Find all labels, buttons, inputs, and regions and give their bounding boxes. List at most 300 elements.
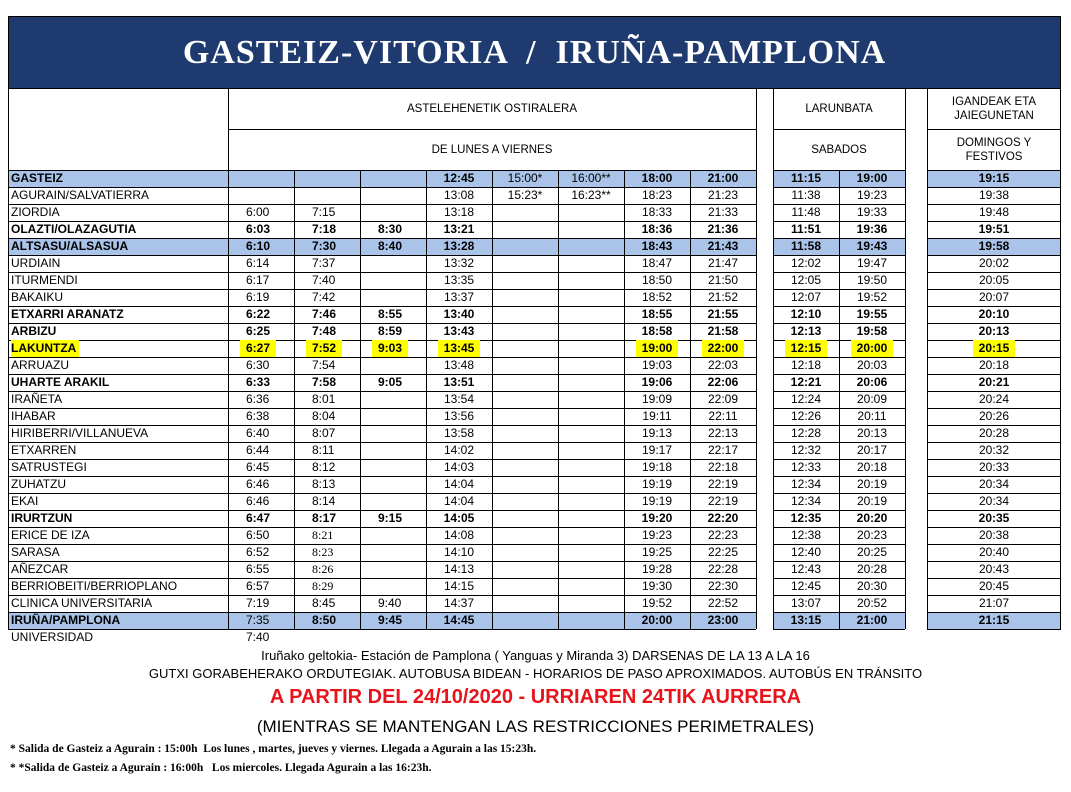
time-value: 18:58 <box>641 324 673 338</box>
stop-name: AGURAIN/SALVATIERRA <box>11 188 150 202</box>
time-cell <box>426 204 492 221</box>
time-cell <box>624 510 690 527</box>
stop-name: EKAI <box>11 494 39 508</box>
time-cell <box>690 408 756 425</box>
time-cell <box>624 408 690 425</box>
time-cell <box>228 442 294 459</box>
time-value: 19:25 <box>641 545 673 559</box>
time-value: 7:42 <box>312 290 336 304</box>
time-value: 12:45 <box>443 171 475 185</box>
time-value: 19:11 <box>642 409 672 423</box>
time-cell <box>294 374 360 391</box>
time-value: 8:14 <box>312 494 336 508</box>
time-cell <box>294 238 360 255</box>
stop-name: ZUHATZU <box>11 477 67 491</box>
time-cell <box>839 527 905 544</box>
time-value: 22:28 <box>707 562 739 576</box>
time-value: 6:57 <box>246 579 270 593</box>
time-cell <box>927 323 1061 340</box>
time-value: 14:04 <box>443 477 475 491</box>
time-cell <box>426 476 492 493</box>
time-cell <box>773 459 839 476</box>
header-weekday-es-label: DE LUNES A VIERNES <box>431 143 553 156</box>
time-cell <box>927 459 1061 476</box>
time-value: 18:50 <box>641 273 673 287</box>
time-value: 14:02 <box>443 443 475 457</box>
time-value: 22:30 <box>707 579 739 593</box>
time-value: 22:18 <box>707 460 739 474</box>
time-value: 18:55 <box>641 307 673 321</box>
time-value: 6:27 <box>240 340 276 357</box>
time-value: 12:33 <box>790 460 822 474</box>
time-cell <box>426 459 492 476</box>
time-cell <box>690 527 756 544</box>
time-cell <box>690 238 756 255</box>
time-value: 20:28 <box>978 426 1010 440</box>
time-value: 6:14 <box>246 256 270 270</box>
time-value: 22:19 <box>707 494 739 508</box>
time-value: 13:51 <box>443 375 475 389</box>
time-cell <box>426 238 492 255</box>
time-value: 20:11 <box>857 409 887 423</box>
time-cell <box>624 442 690 459</box>
time-value: 20:30 <box>856 579 888 593</box>
header-holiday-eu-label: IGANDEAK ETA JAIEGUNETAN <box>951 96 1037 122</box>
time-cell <box>927 595 1061 612</box>
time-cell <box>839 561 905 578</box>
time-value: 20:07 <box>978 290 1010 304</box>
time-cell <box>839 578 905 595</box>
time-cell <box>927 357 1061 374</box>
time-value: 12:10 <box>790 307 822 321</box>
time-value: 6:10 <box>246 239 271 253</box>
time-value: 21:58 <box>707 324 739 338</box>
time-cell <box>228 629 294 646</box>
time-cell <box>426 408 492 425</box>
time-value: 8:04 <box>312 409 336 423</box>
time-value: 8:29 <box>312 579 334 593</box>
time-cell <box>927 374 1061 391</box>
time-cell <box>927 170 1061 187</box>
time-value: 7:35 <box>246 613 270 627</box>
time-cell <box>294 595 360 612</box>
time-cell <box>839 425 905 442</box>
time-value: 13:37 <box>443 290 475 304</box>
time-cell <box>773 170 839 187</box>
time-cell <box>690 544 756 561</box>
valid-from-date: A PARTIR DEL 24/10/2020 - URRIAREN 24TIK AURRERA <box>269 686 802 708</box>
time-cell <box>839 459 905 476</box>
time-value: 12:26 <box>790 409 822 423</box>
time-cell <box>228 272 294 289</box>
time-value: 13:48 <box>443 358 475 372</box>
time-cell <box>426 527 492 544</box>
time-value: 20:05 <box>978 273 1010 287</box>
time-cell <box>690 374 756 391</box>
time-value: 13:28 <box>443 239 475 253</box>
time-value: 8:11 <box>312 443 335 457</box>
time-value: 7:30 <box>312 239 337 253</box>
time-cell <box>690 425 756 442</box>
time-value: 18:36 <box>641 222 673 236</box>
time-value: 19:03 <box>641 358 673 372</box>
time-cell <box>228 544 294 561</box>
time-cell <box>426 561 492 578</box>
time-value: 19:43 <box>856 239 888 253</box>
time-cell <box>360 221 426 238</box>
time-cell <box>228 221 294 238</box>
time-value: 18:43 <box>641 239 673 253</box>
time-value: 14:05 <box>443 511 475 525</box>
time-cell <box>228 595 294 612</box>
time-cell <box>558 187 624 204</box>
time-value: 9:15 <box>378 511 403 525</box>
time-value: 13:15 <box>790 613 822 627</box>
stop-name: ERICE DE IZA <box>11 528 90 542</box>
time-value: 20:03 <box>856 358 888 372</box>
time-value: 19:17 <box>641 443 673 457</box>
time-value: 19:48 <box>978 205 1010 219</box>
time-value: 20:17 <box>856 443 888 457</box>
time-value: 6:50 <box>246 528 270 542</box>
time-cell <box>624 595 690 612</box>
time-value: 14:45 <box>443 613 475 627</box>
time-value: 21:00 <box>707 171 739 185</box>
time-value: 20:28 <box>856 562 888 576</box>
time-value: 20:25 <box>856 545 888 559</box>
time-value: 7:18 <box>312 222 337 236</box>
stop-name: ETXARRI ARANATZ <box>11 307 124 321</box>
time-value: 14:13 <box>443 562 475 576</box>
time-value: 9:03 <box>372 340 408 357</box>
time-cell <box>492 187 558 204</box>
time-cell <box>690 459 756 476</box>
time-cell <box>426 357 492 374</box>
time-cell <box>839 170 905 187</box>
time-value: 13:21 <box>443 222 475 236</box>
time-value: 19:00 <box>856 171 888 185</box>
time-value: 12:05 <box>790 273 822 287</box>
time-cell <box>360 612 426 629</box>
time-cell <box>228 561 294 578</box>
time-cell <box>624 306 690 323</box>
time-value: 6:25 <box>246 324 271 338</box>
time-value: 19:15 <box>978 171 1010 185</box>
time-cell <box>839 255 905 272</box>
time-cell <box>228 204 294 221</box>
time-value: 11:58 <box>790 239 822 253</box>
time-cell <box>839 612 905 629</box>
stop-name: ETXARREN <box>11 443 77 457</box>
time-value: 18:00 <box>641 171 673 185</box>
time-cell <box>927 340 1061 357</box>
time-cell <box>426 170 492 187</box>
time-cell <box>839 204 905 221</box>
time-value: 19:33 <box>856 205 888 219</box>
time-cell <box>360 595 426 612</box>
time-cell <box>839 476 905 493</box>
time-cell <box>690 221 756 238</box>
time-value: 7:54 <box>312 358 336 372</box>
header-holiday-es-label: DOMINGOS Y FESTIVOS <box>956 136 1032 163</box>
time-value: 20:10 <box>978 307 1010 321</box>
time-cell <box>839 187 905 204</box>
time-cell <box>294 476 360 493</box>
time-value: 22:20 <box>707 511 739 525</box>
time-value: 22:13 <box>707 426 739 440</box>
time-value: 6:55 <box>246 562 270 576</box>
time-value: 19:47 <box>856 256 888 270</box>
time-cell <box>773 357 839 374</box>
time-value: 7:48 <box>312 324 337 338</box>
time-value: 22:17 <box>707 443 739 457</box>
time-cell <box>690 323 756 340</box>
time-value: 8:55 <box>378 307 403 321</box>
stop-name: UHARTE ARAKIL <box>11 375 110 389</box>
grid-line <box>905 89 906 629</box>
time-cell <box>228 612 294 629</box>
time-cell <box>690 595 756 612</box>
time-value: 6:46 <box>246 494 270 508</box>
time-cell <box>927 255 1061 272</box>
time-cell <box>624 527 690 544</box>
time-value: 6:52 <box>246 545 270 559</box>
time-cell <box>839 238 905 255</box>
stop-name: SARASA <box>11 545 60 559</box>
time-cell <box>773 204 839 221</box>
time-cell <box>624 340 690 357</box>
time-value: 21:07 <box>978 596 1010 610</box>
time-value: 12:40 <box>790 545 822 559</box>
time-cell <box>927 476 1061 493</box>
time-cell <box>839 374 905 391</box>
time-cell <box>426 323 492 340</box>
time-cell <box>294 272 360 289</box>
time-value: 18:23 <box>641 188 673 202</box>
stop-name: CLINICA UNIVERSITARIA <box>11 596 153 610</box>
time-cell <box>927 612 1061 629</box>
time-cell <box>624 272 690 289</box>
time-value: 20:19 <box>856 494 888 508</box>
time-value: 6:22 <box>246 307 271 321</box>
time-cell <box>839 289 905 306</box>
time-cell <box>426 425 492 442</box>
time-value: 6:36 <box>246 392 270 406</box>
time-value: 19:00 <box>636 340 679 357</box>
time-cell <box>624 578 690 595</box>
stop-name: ZIORDIA <box>11 205 60 219</box>
time-value: 12:34 <box>790 494 822 508</box>
time-value: 16:23** <box>571 188 611 202</box>
time-value: 19:30 <box>641 579 673 593</box>
time-value: 6:03 <box>246 222 271 236</box>
time-cell <box>927 527 1061 544</box>
time-cell <box>927 272 1061 289</box>
time-value: 20:00 <box>641 613 673 627</box>
time-value: 21:00 <box>856 613 888 627</box>
time-cell <box>624 425 690 442</box>
time-value: 12:32 <box>790 443 822 457</box>
time-cell <box>927 544 1061 561</box>
time-value: 8:30 <box>378 222 403 236</box>
time-cell <box>839 391 905 408</box>
time-cell <box>773 255 839 272</box>
time-value: 9:05 <box>378 375 403 389</box>
time-cell <box>228 493 294 510</box>
time-value: 19:58 <box>978 239 1010 253</box>
time-cell <box>294 408 360 425</box>
time-value: 22:23 <box>707 528 739 542</box>
grid-line <box>927 629 1061 630</box>
time-cell <box>690 612 756 629</box>
time-cell <box>773 408 839 425</box>
station-info: Iruñako geltokia- Estación de Pamplona ( Yanguas y Miranda 3) DARSENAS DE LA 13 A LA 16 <box>261 648 810 663</box>
time-value: 20:38 <box>978 528 1010 542</box>
time-value: 11:51 <box>790 222 822 236</box>
time-cell <box>690 170 756 187</box>
header-holiday-eu <box>927 89 1061 129</box>
approx-times-note: GUTXI GORABEHERAKO ORDUTEGIAK. AUTOBUSA BIDEAN - HORARIOS DE PASO APROXIMADOS. AUTOBÚS EN TRÁNSITO <box>148 666 923 681</box>
time-value: 20:18 <box>978 358 1010 372</box>
time-cell <box>773 425 839 442</box>
time-value: 20:06 <box>856 375 888 389</box>
time-cell <box>690 561 756 578</box>
time-value: 21:33 <box>707 205 739 219</box>
time-value: 21:36 <box>707 222 739 236</box>
time-cell <box>294 578 360 595</box>
stop-name: BAKAIKU <box>11 290 64 304</box>
stop-name: GASTEIZ <box>11 171 64 185</box>
time-value: 8:01 <box>312 392 336 406</box>
time-value: 22:19 <box>707 477 739 491</box>
time-cell <box>927 578 1061 595</box>
time-value: 7:40 <box>312 273 336 287</box>
time-value: 8:12 <box>312 460 336 474</box>
header-saturday-es-label: SABADOS <box>811 143 867 156</box>
time-cell <box>690 442 756 459</box>
time-cell <box>492 170 558 187</box>
time-value: 12:28 <box>790 426 822 440</box>
grid-line <box>756 89 757 629</box>
time-value: 6:44 <box>246 443 270 457</box>
time-cell <box>690 357 756 374</box>
stop-name: IRAÑETA <box>11 392 63 406</box>
time-cell <box>228 578 294 595</box>
time-value: 19:52 <box>641 596 673 610</box>
time-cell <box>773 323 839 340</box>
time-value: 13:40 <box>443 307 475 321</box>
time-value: 14:15 <box>443 579 475 593</box>
time-cell <box>690 255 756 272</box>
time-value: 13:56 <box>443 409 475 423</box>
time-cell <box>690 306 756 323</box>
header-weekday-es <box>228 129 756 170</box>
time-cell <box>294 544 360 561</box>
time-value: 11:48 <box>791 205 821 219</box>
stop-name: BERRIOBEITI/BERRIOPLANO <box>11 579 178 593</box>
time-cell <box>228 510 294 527</box>
time-value: 7:40 <box>246 630 270 644</box>
time-value: 8:13 <box>312 477 336 491</box>
time-value: 20:34 <box>978 494 1010 508</box>
time-cell <box>228 476 294 493</box>
time-cell <box>426 510 492 527</box>
time-cell <box>228 459 294 476</box>
time-value: 20:00 <box>851 340 894 357</box>
time-cell <box>228 408 294 425</box>
time-cell <box>690 391 756 408</box>
time-value: 12:02 <box>790 256 822 270</box>
time-value: 20:19 <box>856 477 888 491</box>
time-value: 22:11 <box>708 409 738 423</box>
time-value: 22:52 <box>707 596 739 610</box>
time-cell <box>360 340 426 357</box>
time-value: 21:52 <box>707 290 739 304</box>
time-value: 19:09 <box>641 392 673 406</box>
time-value: 12:24 <box>790 392 822 406</box>
stop-name: ARBIZU <box>11 324 57 338</box>
time-value: 12:13 <box>790 324 822 338</box>
time-value: 6:38 <box>246 409 270 423</box>
time-value: 13:43 <box>443 324 475 338</box>
time-cell <box>294 357 360 374</box>
time-cell <box>690 510 756 527</box>
time-value: 14:03 <box>443 460 475 474</box>
time-cell <box>690 187 756 204</box>
restrictions-note: (MIENTRAS SE MANTENGAN LAS RESTRICCIONES PERIMETRALES) <box>256 717 815 736</box>
time-cell <box>426 493 492 510</box>
time-value: 20:13 <box>978 324 1010 338</box>
time-value: 19:55 <box>856 307 888 321</box>
time-value: 20:33 <box>978 460 1010 474</box>
time-cell <box>927 425 1061 442</box>
stop-name: ITURMENDI <box>11 273 78 287</box>
time-cell <box>228 238 294 255</box>
time-value: 15:23* <box>507 188 543 202</box>
time-cell <box>839 323 905 340</box>
time-cell <box>773 476 839 493</box>
time-cell <box>773 306 839 323</box>
time-value: 18:33 <box>641 205 673 219</box>
time-value: 13:18 <box>443 205 475 219</box>
time-value: 20:35 <box>978 511 1010 525</box>
time-cell <box>839 306 905 323</box>
time-value: 19:23 <box>641 528 673 542</box>
time-cell <box>228 255 294 272</box>
time-value: 19:28 <box>641 562 673 576</box>
time-cell <box>426 544 492 561</box>
stop-name: ARRUAZU <box>11 358 70 372</box>
time-cell <box>426 306 492 323</box>
time-cell <box>360 238 426 255</box>
time-cell <box>773 221 839 238</box>
time-cell <box>839 272 905 289</box>
stop-name: HIRIBERRI/VILLANUEVA <box>11 426 149 440</box>
time-value: 20:02 <box>978 256 1010 270</box>
time-cell <box>927 306 1061 323</box>
time-value: 7:58 <box>312 375 337 389</box>
stop-name: ALTSASU/ALSASUA <box>11 239 129 253</box>
time-cell <box>690 204 756 221</box>
time-value: 22:00 <box>702 340 745 357</box>
time-value: 9:40 <box>378 596 402 610</box>
time-cell <box>773 391 839 408</box>
time-value: 8:17 <box>312 511 337 525</box>
time-cell <box>624 561 690 578</box>
time-cell <box>294 255 360 272</box>
time-value: 18:52 <box>641 290 673 304</box>
time-cell <box>927 493 1061 510</box>
